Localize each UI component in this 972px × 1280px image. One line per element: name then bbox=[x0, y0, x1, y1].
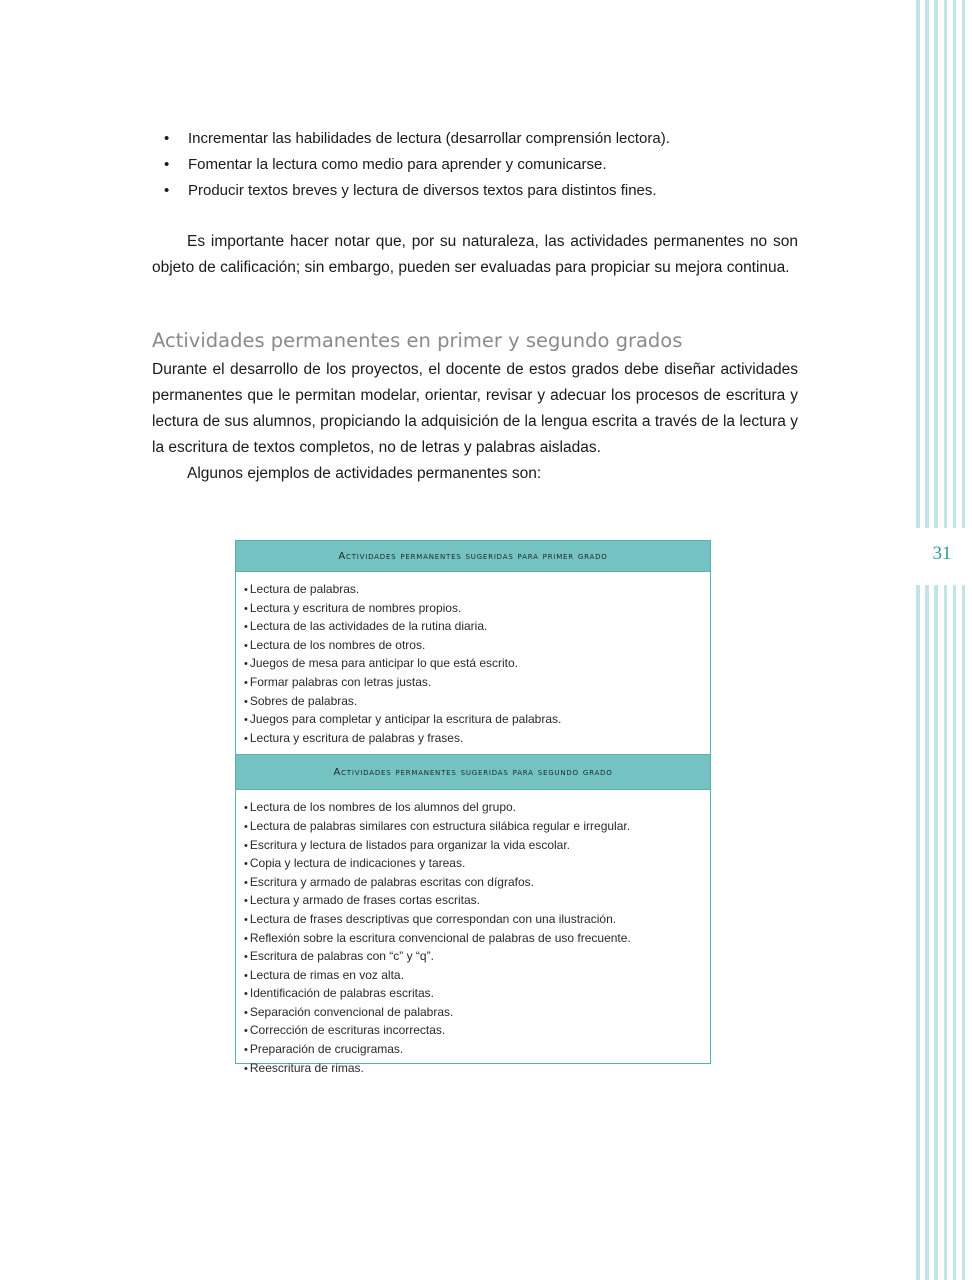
paragraph-evaluation: Es importante hacer notar que, por su naturaleza, las actividades permanentes no son objeto de calificación; sin embargo, pueden ser evaluadas para propiciar su mejora continua. bbox=[152, 233, 798, 276]
list-item: • Separación convencional de palabras. bbox=[244, 1004, 454, 1019]
activities-table bbox=[235, 540, 711, 1075]
list-item: • Lectura de rimas en voz alta. bbox=[244, 967, 404, 982]
list-item: • Juegos de mesa para anticipar lo que está escrito. bbox=[244, 656, 519, 671]
list-item: • Formar palabras con letras justas. bbox=[244, 674, 432, 689]
list-item: • Lectura de las actividades de la rutina diaria. bbox=[244, 619, 488, 634]
list-item: • Incrementar las habilidades de lectura (desarrollar comprensión lectora). bbox=[188, 126, 798, 152]
margin-stripes-bottom bbox=[912, 585, 972, 1280]
list-item: • Lectura y escritura de palabras y frases. bbox=[244, 730, 464, 745]
list-item: • Lectura de palabras similares con estructura silábica regular e irregular. bbox=[244, 818, 631, 833]
list-item: • Lectura y escritura de nombres propios. bbox=[244, 600, 462, 615]
list-item: • Corrección de escrituras incorrectas. bbox=[244, 1023, 446, 1038]
list-item: • Escritura y armado de palabras escritas con dígrafos. bbox=[244, 874, 534, 889]
first-grade-list bbox=[236, 572, 710, 754]
table-header-second-grade: Actividades permanentes sugeridas para segundo grado bbox=[236, 754, 710, 790]
list-item: • Lectura de los nombres de los alumnos del grupo. bbox=[244, 800, 517, 815]
list-item: • Lectura y armado de frases cortas escritas. bbox=[244, 893, 480, 908]
examples-intro: Algunos ejemplos de actividades permanentes son: bbox=[187, 465, 542, 482]
list-item: • Juegos para completar y anticipar la escritura de palabras. bbox=[244, 712, 562, 727]
margin-stripes-top bbox=[912, 0, 972, 528]
intro-bullet-list bbox=[152, 126, 798, 204]
list-item: • Lectura de frases descriptivas que correspondan con una ilustración. bbox=[244, 911, 617, 926]
list-item: • Producir textos breves y lectura de diversos textos para distintos fines. bbox=[188, 178, 798, 204]
table-header-first-grade: Actividades permanentes sugeridas para primer grado bbox=[236, 541, 710, 572]
list-item: • Copia y lectura de indicaciones y tareas. bbox=[244, 856, 466, 871]
list-item: • Identificación de palabras escritas. bbox=[244, 986, 434, 1001]
section-body: Durante el desarrollo de los proyectos, el docente de estos grados debe diseñar actividades permanentes que le permitan modelar, orientar, revisar y adecuar los procesos de escritura y lectura de sus alumnos, propiciando la adquisición de la lengua escrita a través de la lectura y la escritura de textos completos, no de letras y palabras aisladas. bbox=[152, 361, 798, 456]
list-item: • Escritura de palabras con “c” y “q”. bbox=[244, 949, 434, 964]
second-grade-list bbox=[236, 790, 710, 1084]
list-item: • Sobres de palabras. bbox=[244, 693, 358, 708]
list-item: • Escritura y lectura de listados para organizar la vida escolar. bbox=[244, 837, 571, 852]
list-item: • Reescritura de rimas. bbox=[244, 1060, 364, 1075]
list-item: • Preparación de crucigramas. bbox=[244, 1042, 404, 1057]
list-item: • Lectura de los nombres de otros. bbox=[244, 637, 426, 652]
list-item: • Fomentar la lectura como medio para aprender y comunicarse. bbox=[188, 152, 798, 178]
section-heading: Actividades permanentes en primer y segundo grados bbox=[152, 329, 683, 352]
page-content bbox=[152, 126, 798, 487]
page-number: 31 bbox=[932, 543, 952, 564]
list-item: • Lectura de palabras. bbox=[244, 582, 360, 596]
margin-decoration bbox=[912, 0, 972, 1280]
list-item: • Reflexión sobre la escritura convencional de palabras de uso frecuente. bbox=[244, 930, 631, 945]
